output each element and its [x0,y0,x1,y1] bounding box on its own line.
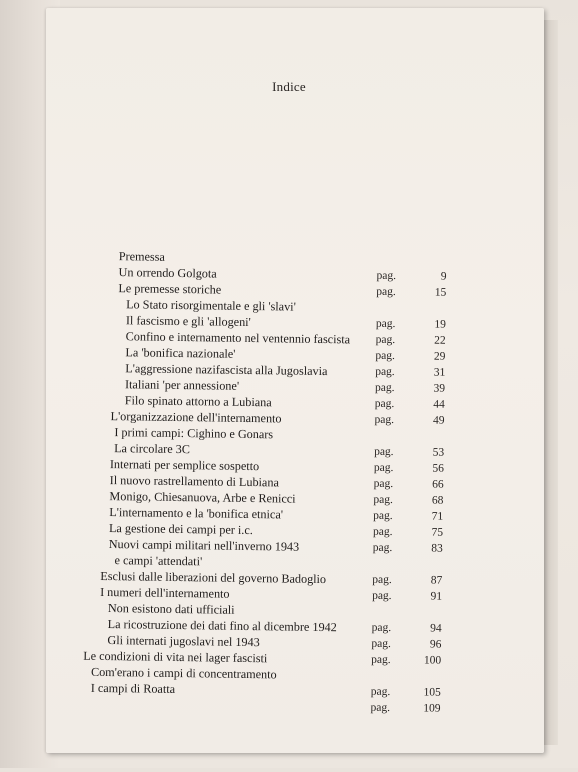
toc-page-ref: pag. 56 [373,461,444,475]
toc-entry: I campi di Roatta [90,680,176,696]
toc-page-ref: pag. 39 [374,381,446,395]
toc-page-ref: pag. 15 [376,285,447,299]
toc-entry: La gestione dei campi per i.c. [108,521,253,538]
toc-entry: Gli internati jugoslavi nel 1943 [107,633,260,650]
toc-entry: Confino e internamento nel ventennio fascista [125,329,351,347]
toc-entry: Monigo, Chiesanuova, Arbe e Renicci [109,489,296,506]
toc-page-ref: pag. 31 [375,365,446,379]
toc-page-ref: pag. 96 [371,637,442,651]
toc-entry: L'organizzazione dell'internamento [110,409,282,426]
toc-page-ref: pag. 68 [373,493,444,507]
toc-page-ref: pag. 29 [375,349,446,363]
toc-entry: I primi campi: Cighino e Gonars [114,425,274,442]
toc-entry: Lo Stato risorgimentale e gli 'slavi' [126,297,296,314]
toc-page-ref: pag. 87 [372,573,443,587]
toc-entry: Nuovi campi militari nell'inverno 1943 [108,537,300,554]
toc-entry: La circolare 3C [114,441,191,457]
toc-entry: Un orrendo Golgota [118,265,217,281]
toc-entry: Esclusi dalle liberazioni del governo Badoglio [100,568,327,587]
toc-entry: e campi 'attendati' [114,553,203,569]
toc-entry: Non esistono dati ufficiali [107,601,235,617]
toc-entry: Internati per semplice sospetto [109,457,260,474]
toc-page-ref: pag. 71 [373,509,444,523]
toc-page-ref: pag. 49 [374,413,445,427]
toc-entry: I numeri dell'internamento [100,584,230,601]
toc-page-ref: pag. 22 [375,333,446,347]
toc-entry: Il nuovo rastrellamento di Lubiana [109,473,280,490]
page-title: Indice [272,79,306,94]
toc-entry: L'aggressione nazifascista alla Jugoslavia [125,361,328,379]
toc-entry: Com'erano i campi di concentramento [90,664,277,682]
toc-entry: L'internamento e la 'bonifica etnica' [109,505,284,522]
toc-entry: Filo spinato attorno a Lubiana [124,393,272,410]
toc-page-ref: pag. 91 [372,589,443,603]
toc-entry: Il fascismo e gli 'allogeni' [125,313,251,330]
toc-page-ref: pag. 66 [373,477,444,491]
toc-page-ref: pag. 105 [370,685,441,699]
toc-page-ref: pag. 100 [371,653,442,667]
toc-entry: Le condizioni di vita nei lager fascisti [83,648,268,666]
toc-entry: La ricostruzione dei dati fino al dicembre 1942 [107,617,337,635]
toc-page-ref: pag. 44 [374,397,445,411]
toc-page-ref: pag. 109 [370,701,441,715]
toc-page-ref: pag. 75 [372,525,444,539]
toc-page-ref: pag. 9 [376,269,447,283]
toc-page-ref: pag. 19 [375,317,446,331]
toc-entry: Italiani 'per annessione' [124,377,240,393]
toc-page-ref: pag. 83 [372,541,443,555]
toc-entry: Premessa [118,249,165,264]
toc-page-ref: pag. 94 [371,621,442,635]
toc-entry: Le premesse storiche [118,281,222,297]
toc-entry: La 'bonifica nazionale' [125,345,236,361]
toc-page-ref: pag. 53 [374,445,445,459]
